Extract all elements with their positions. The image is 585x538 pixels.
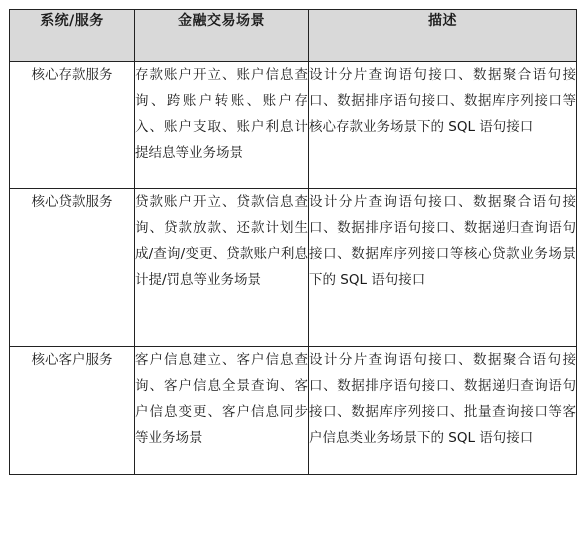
scenario-cell: 贷款账户开立、贷款信息查询、贷款放款、还款计划生成/查询/变更、贷款账户利息计提/罚息等业务场景 bbox=[135, 189, 309, 347]
system-cell: 核心客户服务 bbox=[10, 347, 135, 475]
table-row bbox=[10, 347, 577, 475]
system-cell: 核心贷款服务 bbox=[10, 189, 135, 347]
description-cell: 设计分片查询语句接口、数据聚合语句接口、数据排序语句接口、数据递归查询语句接口、数据库序列接口、批量查询接口等客户信息类业务场景下的 SQL 语句接口 bbox=[309, 347, 577, 475]
system-cell: 核心存款服务 bbox=[10, 62, 135, 189]
scenario-cell: 存款账户开立、账户信息查询、跨账户转账、账户存入、账户支取、账户利息计提结息等业务场景 bbox=[135, 62, 309, 189]
header-description: 描述 bbox=[309, 10, 577, 62]
table-row bbox=[10, 62, 577, 189]
table-row bbox=[10, 189, 577, 347]
description-cell: 设计分片查询语句接口、数据聚合语句接口、数据排序语句接口、数据库序列接口等核心存款业务场景下的 SQL 语句接口 bbox=[309, 62, 577, 189]
scenario-table bbox=[9, 9, 577, 475]
table-header bbox=[10, 10, 577, 62]
table-body bbox=[10, 62, 577, 475]
header-system: 系统/服务 bbox=[10, 10, 135, 62]
scenario-cell: 客户信息建立、客户信息查询、客户信息全景查询、客户信息变更、客户信息同步等业务场景 bbox=[135, 347, 309, 475]
header-row bbox=[10, 10, 577, 62]
description-cell: 设计分片查询语句接口、数据聚合语句接口、数据排序语句接口、数据递归查询语句接口、数据库序列接口等核心贷款业务场景下的 SQL 语句接口 bbox=[309, 189, 577, 347]
header-scenario: 金融交易场景 bbox=[135, 10, 309, 62]
